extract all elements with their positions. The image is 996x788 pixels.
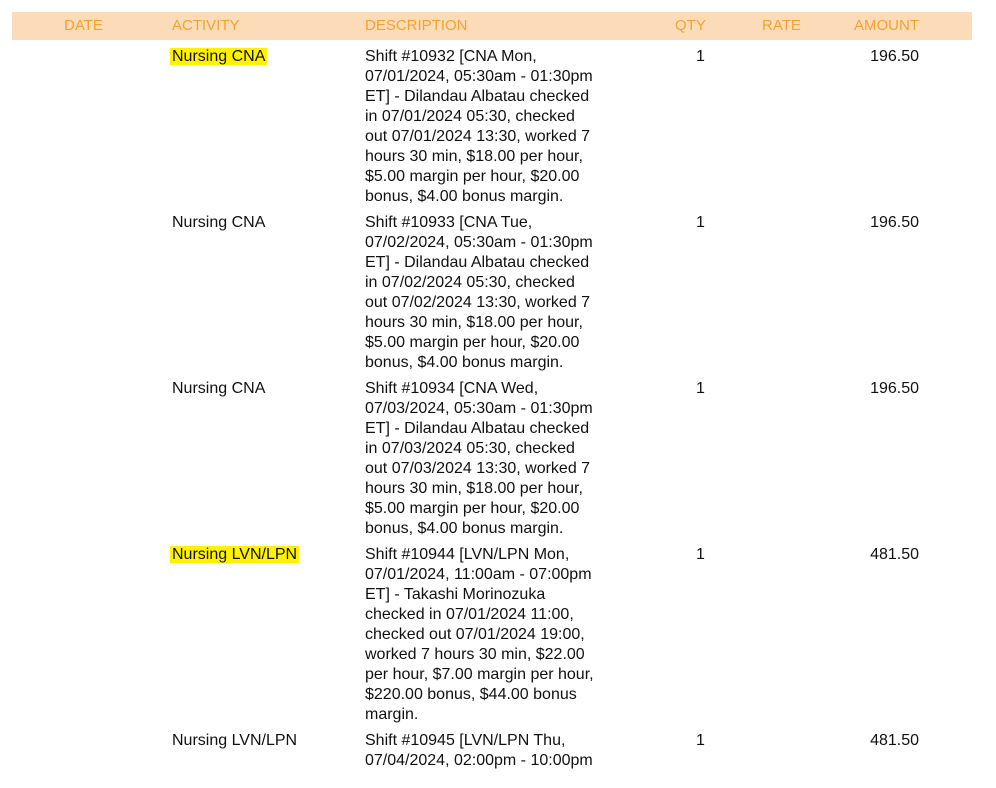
- description-line: ET] - Takashi Morinozuka: [365, 586, 546, 603]
- description-line: hours 30 min, $18.00 per hour,: [365, 148, 583, 165]
- description-line: bonus, $4.00 bonus margin.: [365, 354, 564, 371]
- row-activity: [172, 213, 265, 233]
- description-line: 07/01/2024, 05:30am - 01:30pm: [365, 68, 593, 85]
- row-activity: [172, 379, 265, 399]
- row-amount: 196.50: [870, 214, 919, 231]
- description-line: out 07/01/2024 13:30, worked 7: [365, 128, 591, 145]
- header-qty: QTY: [675, 17, 706, 34]
- row-amount: 481.50: [870, 732, 919, 749]
- description-line: Shift #10932 [CNA Mon,: [365, 48, 537, 65]
- description-line: 07/01/2024, 11:00am - 07:00pm: [365, 566, 592, 583]
- row-qty: 1: [696, 214, 705, 231]
- row-activity: [172, 47, 267, 67]
- row-qty: 1: [696, 380, 705, 397]
- description-line: ET] - Dilandau Albatau checked: [365, 254, 590, 271]
- description-line: ET] - Dilandau Albatau checked: [365, 420, 590, 437]
- header-date: DATE: [64, 17, 103, 34]
- description-line: out 07/03/2024 13:30, worked 7: [365, 460, 591, 477]
- description-line: ET] - Dilandau Albatau checked: [365, 88, 590, 105]
- row-qty: 1: [696, 48, 705, 65]
- description-line: $5.00 margin per hour, $20.00: [365, 500, 580, 517]
- description-line: worked 7 hours 30 min, $22.00: [365, 646, 585, 663]
- row-qty: 1: [696, 732, 705, 749]
- row-amount: 481.50: [870, 546, 919, 563]
- table-header: [12, 12, 972, 40]
- description-line: $5.00 margin per hour, $20.00: [365, 168, 580, 185]
- description-line: checked out 07/01/2024 19:00,: [365, 626, 585, 643]
- activity-label: Nursing LVN/LPN: [172, 732, 298, 749]
- row-description: [365, 47, 615, 207]
- activity-label: Nursing CNA: [172, 214, 266, 231]
- header-rate: RATE: [762, 17, 801, 34]
- description-line: hours 30 min, $18.00 per hour,: [365, 314, 583, 331]
- row-description: [365, 379, 615, 539]
- description-line: Shift #10945 [LVN/LPN Thu,: [365, 732, 566, 749]
- description-line: bonus, $4.00 bonus margin.: [365, 188, 564, 205]
- description-line: bonus, $4.00 bonus margin.: [365, 520, 564, 537]
- description-line: margin.: [365, 706, 419, 723]
- description-line: $220.00 bonus, $44.00 bonus: [365, 686, 577, 703]
- header-activity: ACTIVITY: [172, 17, 240, 34]
- description-line: hours 30 min, $18.00 per hour,: [365, 480, 583, 497]
- header-description: DESCRIPTION: [365, 17, 468, 34]
- description-line: Shift #10933 [CNA Tue,: [365, 214, 533, 231]
- activity-label: Nursing CNA: [172, 48, 266, 65]
- description-line: out 07/02/2024 13:30, worked 7: [365, 294, 591, 311]
- description-line: in 07/03/2024 05:30, checked: [365, 440, 575, 457]
- description-line: Shift #10944 [LVN/LPN Mon,: [365, 546, 570, 563]
- description-line: $5.00 margin per hour, $20.00: [365, 334, 580, 351]
- header-amount: AMOUNT: [854, 17, 919, 34]
- row-description: [365, 545, 615, 725]
- activity-label: Nursing CNA: [172, 380, 266, 397]
- description-line: per hour, $7.00 margin per hour,: [365, 666, 594, 683]
- description-line: in 07/02/2024 05:30, checked: [365, 274, 575, 291]
- row-qty: 1: [696, 546, 705, 563]
- row-description: [365, 731, 615, 771]
- description-line: Shift #10934 [CNA Wed,: [365, 380, 539, 397]
- row-activity: [172, 731, 297, 751]
- row-amount: 196.50: [870, 380, 919, 397]
- description-line: in 07/01/2024 05:30, checked: [365, 108, 575, 125]
- row-amount: 196.50: [870, 48, 919, 65]
- description-line: 07/02/2024, 05:30am - 01:30pm: [365, 234, 593, 251]
- description-line: 07/03/2024, 05:30am - 01:30pm: [365, 400, 593, 417]
- activity-label: Nursing LVN/LPN: [172, 546, 298, 563]
- row-activity: [172, 545, 299, 565]
- description-line: checked in 07/01/2024 11:00,: [365, 606, 574, 623]
- row-description: [365, 213, 615, 373]
- description-line: 07/04/2024, 02:00pm - 10:00pm: [365, 752, 593, 769]
